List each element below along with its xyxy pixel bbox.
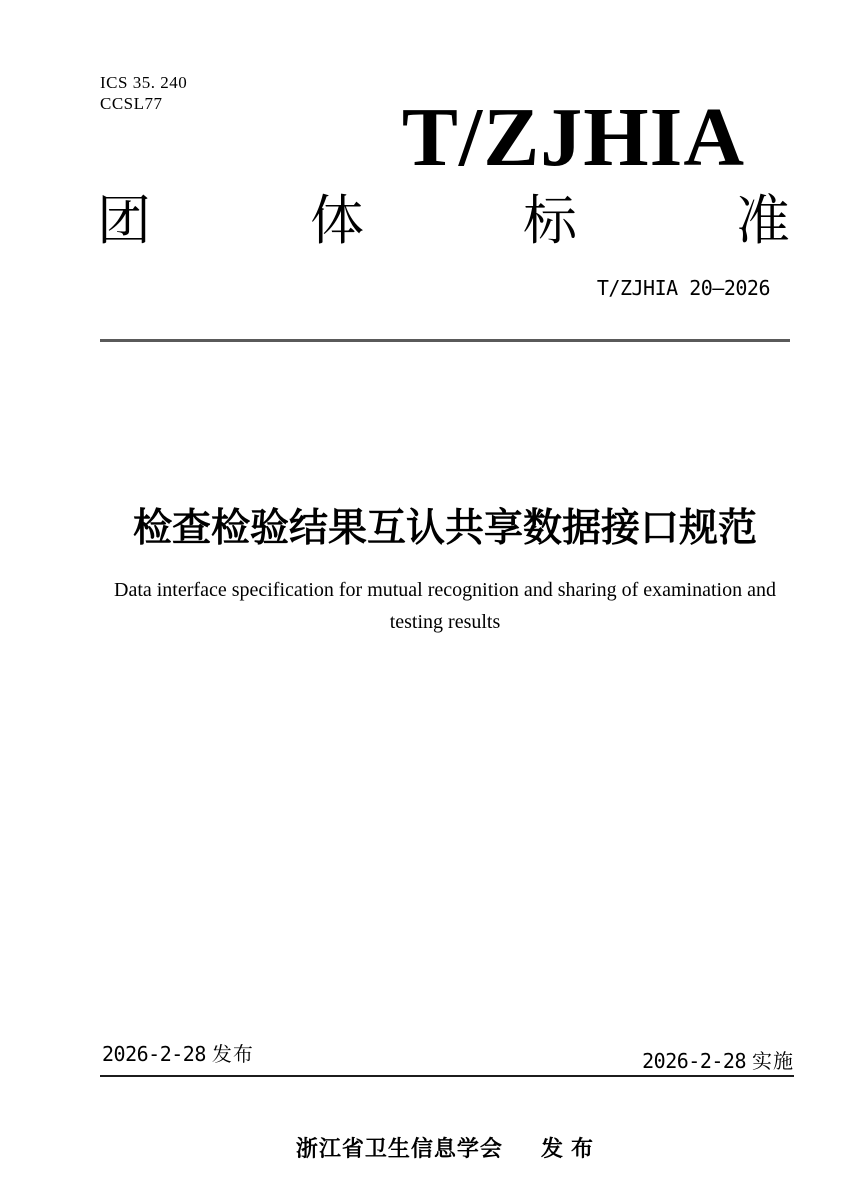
- standard-type-char: 体: [310, 191, 364, 251]
- standard-number: T/ZJHIA 20—2026: [596, 276, 770, 300]
- document-title-english: [95, 574, 795, 638]
- publisher-row: [100, 1132, 790, 1163]
- implementation-date-label: 实施: [752, 1051, 794, 1073]
- classification-codes: [100, 72, 187, 114]
- date-band: [100, 1042, 794, 1077]
- issue-date-value: 2026-2-28: [102, 1042, 206, 1066]
- title-english-line1: Data interface specification for mutual recognition and sharing of examination and: [114, 579, 776, 601]
- implementation-date-value: 2026-2-28: [642, 1049, 746, 1073]
- standard-type-char: 标: [523, 191, 577, 251]
- ics-code: ICS 35. 240: [100, 73, 188, 92]
- publisher-name: 浙江省卫生信息学会: [295, 1136, 503, 1161]
- document-title-chinese: 检查检验结果互认共享数据接口规范: [132, 507, 757, 550]
- organization-code: T/ZJHIA: [401, 91, 745, 184]
- standard-type-char: 准: [736, 191, 790, 251]
- issue-date-label: 发布: [211, 1044, 254, 1066]
- issue-date: [102, 1038, 254, 1067]
- title-english-line2: testing results: [389, 611, 501, 633]
- standard-type-row: [97, 192, 790, 250]
- implementation-date: [642, 1045, 794, 1074]
- top-divider-rule: [100, 339, 790, 342]
- standard-type-char: 团: [97, 191, 151, 251]
- publish-action-label: 发 布: [540, 1136, 595, 1161]
- ccs-code: CCSL77: [100, 94, 163, 113]
